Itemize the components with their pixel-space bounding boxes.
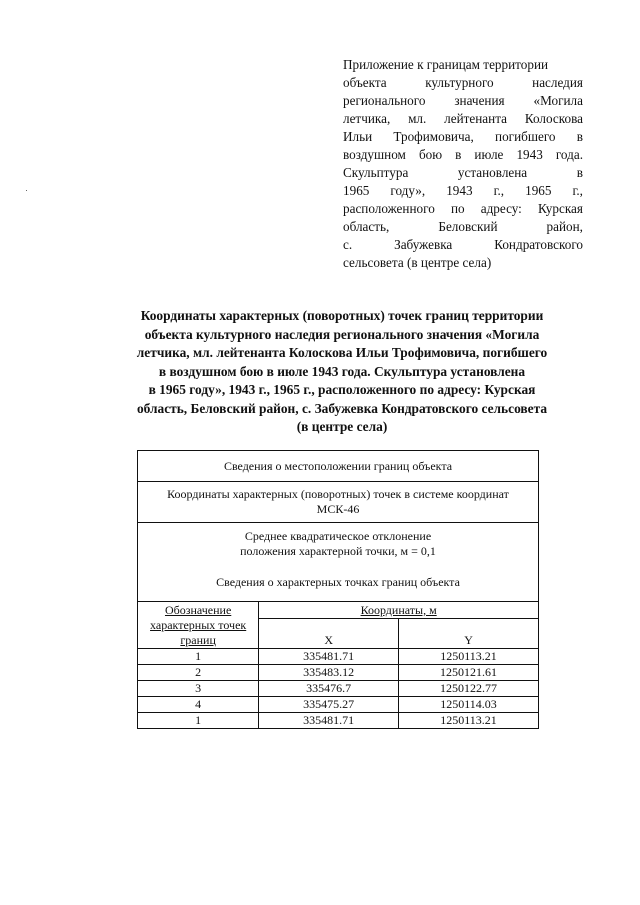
appendix-line [343,92,583,110]
appendix-word: расположенного [343,201,435,216]
x-cell: 335476.7 [259,681,399,697]
y-cell: 1250113.21 [399,713,539,729]
appendix-word: Кондратовского [494,237,583,252]
appendix-word: Ильи [343,129,373,144]
appendix-word: Курская [537,201,583,216]
appendix-word: мл. [408,111,427,126]
appendix-line [343,254,583,272]
appendix-word: область, [343,219,390,234]
appendix-word: летчика, [343,111,391,126]
appendix-word: июле [474,147,504,162]
coord-system-line1: Координаты характерных (поворотных) точек в системе координат [167,487,509,501]
appendix-line [343,218,583,236]
appendix-word: регионального [343,93,426,108]
points-header: Сведения о характерных точках границ объекта [216,575,460,589]
appendix-word: в [576,165,583,180]
appendix-word: наследия [532,75,583,90]
appendix-word: 1965 [525,183,552,198]
coord-system-line2: МСК-46 [316,502,360,516]
appendix-word: Забужевка [394,237,453,252]
appendix-line [343,128,583,146]
point-cell: 2 [138,665,259,681]
appendix-word: 1943 [446,183,473,198]
appendix-word: Приложение к границам территории [343,57,549,72]
appendix-word: культурного [425,75,494,90]
point-cell: 1 [138,649,259,665]
appendix-word: 1943 [516,147,543,162]
designation-line3: границ [180,633,216,647]
table-row [138,713,539,729]
x-cell: 335481.71 [259,649,399,665]
appendix-note [343,56,583,272]
appendix-word: Беловский [438,219,498,234]
appendix-line [343,110,583,128]
point-cell: 3 [138,681,259,697]
appendix-word: район, [546,219,583,234]
appendix-line [343,56,583,74]
x-cell: 335481.71 [259,713,399,729]
location-header-cell [138,451,539,482]
designation-line1: Обозначение [164,603,232,617]
appendix-word: погибшего [495,129,556,144]
y-cell: 1250121.61 [399,665,539,681]
title-line: (в центре села) [296,419,388,434]
table-row [138,697,539,713]
y-cell: 1250122.77 [399,681,539,697]
appendix-word: бою [418,147,443,162]
scan-speck [26,190,27,191]
appendix-word: «Могила [533,93,583,108]
table-row [138,649,539,665]
x-header-cell [259,619,399,649]
y-cell: 1250113.21 [399,649,539,665]
coords-header-cell [259,602,539,619]
rmse-cell [138,523,539,602]
appendix-line [343,164,583,182]
table-row [138,665,539,681]
appendix-line [343,74,583,92]
y-header: Y [464,633,473,647]
coord-system-cell [138,482,539,523]
appendix-line [343,182,583,200]
title-line: летчика, мл. лейтенанта Колоскова Ильи Трофимовича, погибшего [136,345,548,360]
appendix-word: объекта [343,75,387,90]
appendix-word: установлена [457,165,528,180]
appendix-word: с. [343,237,353,252]
appendix-word: Трофимовича, [393,129,474,144]
rmse-line1: Среднее квадратическое отклонение [244,529,432,543]
x-header: X [324,633,333,647]
x-cell: 335483.12 [259,665,399,681]
appendix-word: значения [454,93,505,108]
appendix-word: сельсовета (в центре села) [343,255,492,270]
table-row [138,681,539,697]
appendix-word: г., [572,183,583,198]
appendix-line [343,146,583,164]
appendix-word: 1965 [343,183,370,198]
title-line: объекта культурного наследия регионального значения «Могила [144,326,540,342]
rmse-line2: положения характерной точки, м = 0,1 [240,544,436,558]
location-header: Сведения о местоположении границ объекта [223,458,453,473]
appendix-line [343,236,583,254]
document-title [100,307,584,437]
y-cell: 1250114.03 [399,697,539,713]
y-header-cell [399,619,539,649]
appendix-word: адресу: [480,201,522,216]
x-cell: 335475.27 [259,697,399,713]
appendix-word: г., [493,183,505,198]
appendix-word: Скульптура [343,165,409,180]
title-line: Координаты характерных (поворотных) точек границ территории [140,308,544,323]
coords-header: Координаты, м [360,602,437,617]
coordinates-table [137,450,539,729]
appendix-line [343,200,583,218]
designation-header-cell [138,602,259,649]
title-line: область, Беловский район, с. Забужевка Кондратовского сельсовета [136,400,548,416]
appendix-word: Колоскова [524,111,583,126]
point-cell: 1 [138,713,259,729]
point-cell: 4 [138,697,259,713]
appendix-word: года. [555,147,583,162]
appendix-word: воздушном [343,147,406,162]
appendix-word: в [576,129,583,144]
appendix-word: году», [390,183,426,198]
appendix-word: по [450,201,465,216]
appendix-word: лейтенанта [444,111,507,126]
title-line: в 1965 году», 1943 г., 1965 г., расположенного по адресу: Курская [148,382,536,397]
designation-line2: характерных точек [150,618,247,632]
appendix-word: в [455,147,462,162]
title-line: в воздушном бою в июле 1943 года. Скульптура установлена [158,363,526,379]
